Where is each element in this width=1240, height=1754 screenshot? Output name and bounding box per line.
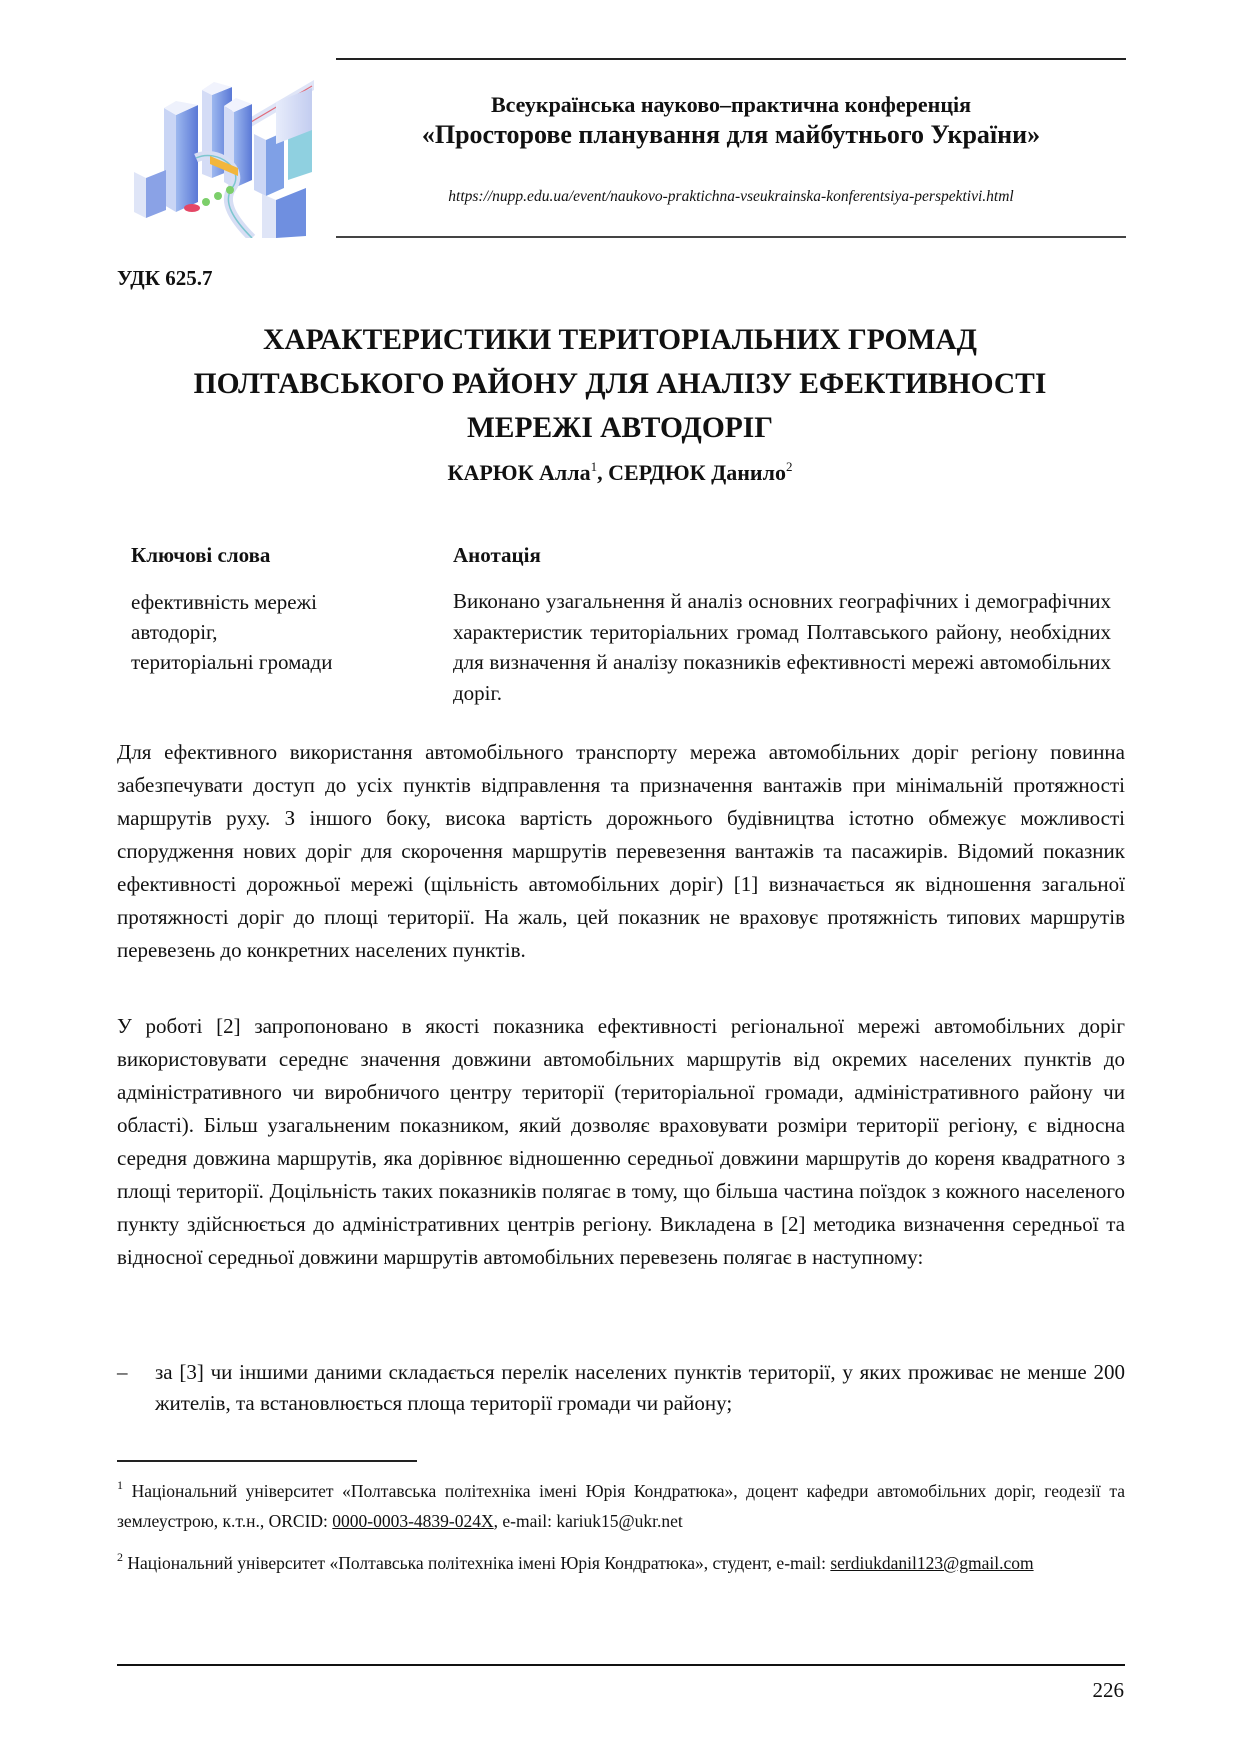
header-top-rule [336,58,1126,60]
footnote-number: 1 [117,1478,123,1492]
author-separator: , [597,460,609,485]
author-name: КАРЮК Алла [447,460,591,485]
authors-line [117,458,1123,488]
paper-title [117,318,1123,450]
dash-bullet-icon: – [117,1360,128,1384]
page-number: 226 [1092,1678,1124,1702]
keywords-list [131,587,431,677]
abstract-heading: Анотація [453,543,541,567]
keyword-line: територіальні громади [131,650,333,674]
author-footnote-ref[interactable]: 2 [785,459,793,474]
city-illustration-icon [126,60,316,238]
conference-name: Всеукраїнська науково–практична конференція [490,92,972,117]
footnote-separator [117,1460,417,1462]
footer-rule [117,1664,1125,1666]
bullet-text: за [3] чи іншими даними складається перелік населених пунктів території, у яких проживає не менше 200 жителів, та встановлюється площа території громади чи району; [155,1360,1125,1415]
footnote-text: Національний університет «Полтавська політехніка імені Юрія Кондратюка», студент, e-mail: [123,1553,831,1573]
footnote-number: 2 [117,1550,123,1564]
conference-logo [126,60,316,238]
footnote-text: , e-mail: kariuk15@ukr.net [493,1511,683,1531]
title-line: МЕРЕЖІ АВТОДОРІГ [466,412,774,444]
email-link[interactable]: serdiukdanil123@gmail.com [830,1553,1034,1573]
keywords-heading: Ключові слова [131,543,271,567]
keyword-line: ефективність мережі [131,590,317,614]
title-line: ХАРАКТЕРИСТИКИ ТЕРИТОРІАЛЬНИХ ГРОМАД [263,324,977,356]
bullet-item [117,1357,1125,1419]
body-paragraph: У роботі [2] запропоновано в якості показника ефективності регіональної мережі автомобільних доріг використовувати середнє значення довжини автомобільних маршрутів від окремих населених пунктів до адміністративного чи виробничого центру території (територіальної громади, адміністративного району чи області). Більш узагальненим показником, який дозволяє враховувати розміри території регіону, є відносна середня довжина маршрутів, яка дорівнює відношенню середньої довжини маршрутів до кореня квадратного з площі території. Доцільність таких показників полягає в тому, що більша частина поїздок з кожного населеного пункту здійснюється до адміністративних центрів регіону. Викладена в [2] методика визначення середньої та відносної середньої довжини маршрутів автомобільних перевезень полягає в наступному: [117,1014,1125,1269]
udk-code: УДК 625.7 [117,266,213,290]
author-footnote-ref[interactable]: 1 [590,459,598,474]
footnote-1 [117,1476,1125,1536]
author-name: СЕРДЮК Данило [608,460,786,485]
footnote-text: Національний університет «Полтавська політехніка імені Юрія Кондратюка», доцент кафедри автомобільних доріг, геодезії та землеустрою, к.т.н., ORCID: [117,1481,1125,1531]
conference-title: «Просторове планування для майбутнього України» [421,120,1041,149]
orcid-link[interactable]: 0000-0003-4839-024X [332,1511,494,1531]
header-bottom-rule [336,236,1126,238]
footnote-2 [117,1548,1125,1578]
body-paragraph: Для ефективного використання автомобільного транспорту мережа автомобільних доріг регіону повинна забезпечувати доступ до усіх пунктів відправлення та призначення вантажів при мінімальній протяжності маршрутів руху. З іншого боку, висока вартість дорожнього будівництва істотно обмежує можливості спорудження нових доріг для скорочення маршрутів перевезення вантажів та пасажирів. Відомий показник ефективності дорожньої мережі (щільність автомобільних доріг) [1] визначається як відношення загальної протяжності доріг до площі території. На жаль, цей показник не враховує протяжність типових маршрутів перевезень до конкретних населених пунктів. [117,740,1125,962]
conference-url[interactable]: https://nupp.edu.ua/event/naukovo-praktichna-vseukrainska-konferentsiya-perspektivi.html [448,188,1014,205]
keyword-line: автодоріг, [131,620,218,644]
title-line: ПОЛТАВСЬКОГО РАЙОНУ ДЛЯ АНАЛІЗУ ЕФЕКТИВНОСТІ [193,368,1047,400]
abstract-text: Виконано узагальнення й аналіз основних географічних і демографічних характеристик територіальних громад Полтавського району, необхідних для визначення й аналізу показників ефективності мережі автомобільних доріг. [453,589,1111,705]
